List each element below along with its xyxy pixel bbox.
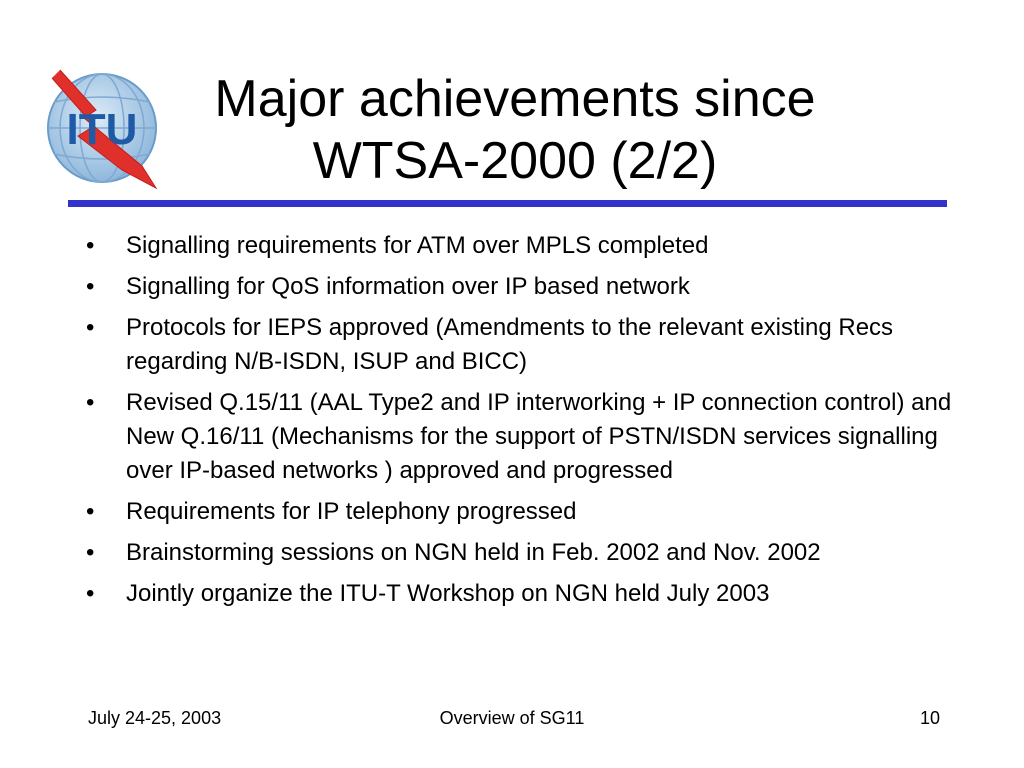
bullet-icon: • — [86, 580, 95, 607]
bullet-icon: • — [86, 314, 95, 341]
bullet-icon: • — [86, 389, 95, 416]
bullet-text: Brainstorming sessions on NGN held in Feb. 2002 and Nov. 2002 — [126, 539, 821, 566]
bullet-text: Signalling for QoS information over IP based network — [126, 273, 690, 300]
bullet-text: Requirements for IP telephony progressed — [126, 498, 577, 525]
footer-date: July 24-25, 2003 — [88, 708, 222, 728]
bullet-icon: • — [86, 273, 95, 300]
list-item — [86, 229, 986, 263]
bullet-list — [86, 229, 986, 618]
bullet-icon: • — [86, 232, 95, 259]
bullet-text: Revised Q.15/11 (AAL Type2 and IP interworking + IP connection control) and New Q.16/11 (Mechanisms for the support of PSTN/ISDN services signalling over IP-based networks ) approved and progressed — [126, 389, 952, 484]
itu-globe-logo-icon — [38, 66, 162, 194]
slide-title-line-1: Major achievements since — [214, 70, 816, 128]
bullet-text: Signalling requirements for ATM over MPLS completed — [126, 232, 709, 259]
slide-title — [160, 68, 870, 192]
slide-title-line-2: WTSA-2000 (2/2) — [312, 132, 718, 190]
list-item — [86, 577, 986, 611]
bullet-text: Protocols for IEPS approved (Amendments to the relevant existing Recs regarding N/B-ISDN, ISUP and BICC) — [126, 314, 894, 375]
bullet-text: Jointly organize the ITU-T Workshop on NGN held July 2003 — [126, 580, 770, 607]
list-item — [86, 495, 986, 529]
list-item — [86, 311, 986, 379]
list-item — [86, 386, 986, 488]
page-number: 10 — [919, 708, 940, 728]
title-divider — [68, 200, 947, 207]
list-item — [86, 270, 986, 304]
footer-title: Overview of SG11 — [439, 708, 585, 728]
bullet-icon: • — [86, 539, 95, 566]
itu-logo-text: ITU — [66, 105, 138, 154]
bullet-icon: • — [86, 498, 95, 525]
list-item — [86, 536, 986, 570]
